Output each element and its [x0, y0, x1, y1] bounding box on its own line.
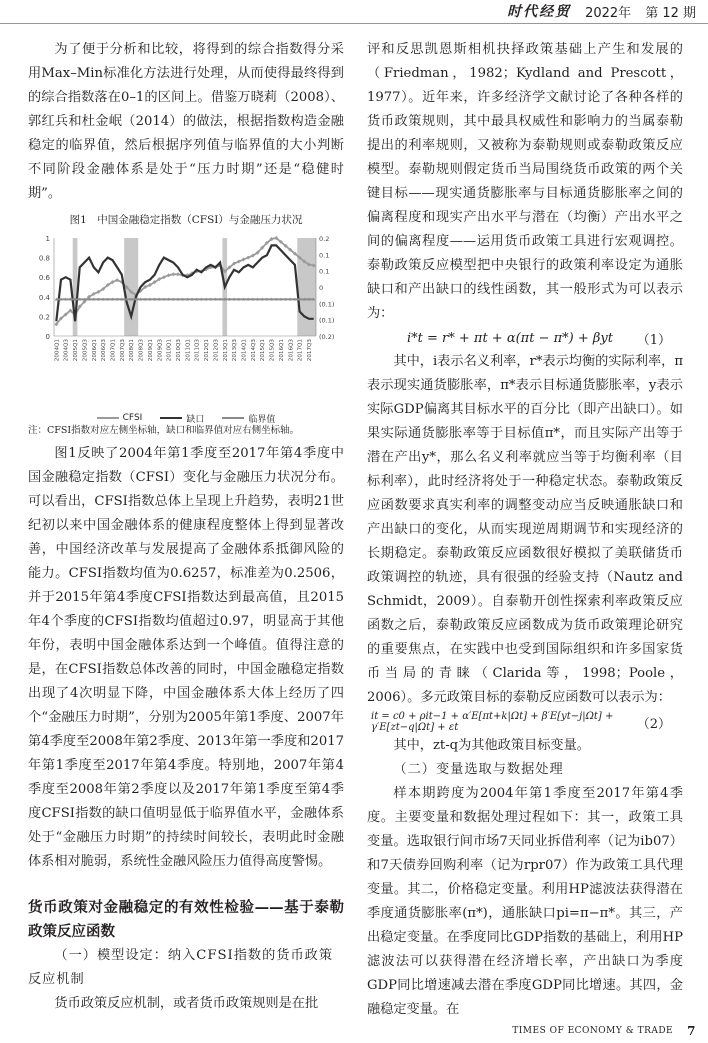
x-tick-label: 2007Q3	[119, 339, 126, 362]
chart-svg	[28, 232, 344, 406]
figure-chart	[28, 232, 344, 425]
x-tick-label: 2008Q3	[138, 339, 145, 362]
left-tick-label: 0	[45, 333, 50, 341]
year: 2022年	[585, 5, 632, 21]
paragraph: 为了便于分析和比较，将得到的综合指数得分采用Max–Min标准化方法进行处理，从而使得最终得到的综合指数落在0–1的区间上。借鉴万晓莉（2008）、郭红兵和杜金岷（2014）的做法，根据指数构造金融稳定的临界值，然后根据序列值与临界值的大小判断不同阶段金融体系是处于“压力时期”还是“稳健时期”。	[28, 42, 344, 201]
right-tick-label: 0	[319, 284, 324, 292]
x-tick-label: 2010Q3	[175, 339, 182, 362]
x-tick-label: 2014Q3	[250, 339, 257, 362]
equation-1	[367, 326, 683, 350]
paragraph: 货币政策反应机制，或者货币政策规则是在批	[54, 996, 319, 1011]
x-tick-label: 2012Q3	[213, 339, 220, 362]
x-tick-label: 2004Q1	[54, 339, 61, 362]
equation-body: i*t = r* + πt + α(πt − π*) + βyt	[407, 330, 613, 346]
section-title: 货币政策对金融稳定的有效性检验——基于泰勒政策反应函数	[28, 900, 344, 940]
subsection-title: （一）模型设定：纳入CFSI指数的货币政策反应机制	[28, 948, 334, 987]
x-tick-label: 2007Q1	[110, 339, 117, 362]
legend-label: CFSI	[122, 413, 143, 423]
x-tick-label: 2008Q1	[129, 339, 136, 362]
left-tick-label: 0.4	[38, 293, 50, 302]
series-line	[56, 245, 313, 321]
right-tick-label: 0.1	[319, 267, 330, 276]
x-tick-label: 2016Q1	[278, 339, 285, 362]
right-tick-label: 0.2	[319, 235, 330, 243]
legend-label: 临界值	[248, 414, 276, 425]
journal-name: 时代经贸	[507, 4, 572, 20]
x-tick-label: 2009Q3	[157, 339, 164, 362]
stress-period-band	[297, 238, 316, 336]
x-tick-label: 2017Q3	[306, 339, 313, 362]
x-tick-label: 2015Q1	[260, 339, 267, 362]
header-rule	[0, 23, 708, 24]
equation-2	[367, 710, 683, 734]
x-tick-label: 2016Q3	[288, 339, 295, 362]
issue: 第 12 期	[645, 5, 696, 21]
legend-swatch	[97, 415, 119, 421]
legend-item	[222, 412, 275, 425]
series-line	[56, 238, 313, 324]
x-tick-label: 2017Q1	[297, 339, 304, 362]
right-tick-label: (0.2)	[319, 333, 335, 341]
right-column	[367, 38, 683, 1022]
data-point	[171, 272, 175, 276]
left-tick-label: 0.8	[38, 254, 50, 263]
x-tick-label: 2005Q3	[82, 339, 89, 362]
paragraph: 其中，i表示名义利率，r*表示均衡的实际利率，π表示现实通货膨胀率，π*表示目标通货膨胀率，y表示实际GDP偏离其目标水平的百分比（即产出缺口）。如果实际通货膨胀率等于目标值π*，而且实际产出等于潜在产出y*，那么名义利率就应当等于均衡利率（目标利率），此时经济将处于一种稳定状态。泰勒政策反应函数要求真实利率的调整变动应当反映通胀缺口和产出缺口的变化，从而实现逆周期调节和实现经济的长期稳定。泰勒政策反应函数很好模拟了美联储货币政策调控的轨迹，具有很强的经验支持（Nautz and Schmidt，2009）。自泰勒开创性探索利率政策反应函数之后，泰勒政策反应函数成为货币政策理论研究的重要焦点，在实践中也受到国际组织和许多国家货币当局的青睐（Clarida等，1998；Poole，2006）。多元政策目标的泰勒反应函数可以表示为：	[367, 354, 683, 705]
x-tick-label: 2012Q1	[204, 339, 211, 362]
figure-title: 图1 中国金融稳定指数（CFSI）与金融压力状况	[69, 214, 303, 226]
paragraph: 其中，zt-q为其他政策目标变量。	[393, 738, 590, 753]
legend-swatch	[222, 415, 244, 421]
figure-note: 注：CFSI指数对应左侧坐标轴，缺口和临界值对应右侧坐标轴。	[28, 425, 300, 436]
right-tick-label: 0.1	[319, 251, 330, 260]
paragraph: 图1反映了2004年第1季度至2017年第4季度中国金融稳定指数（CFSI）变化与金融压力状况分布。可以看出，CFSI指数总体上呈现上升趋势，表明21世纪初以来中国金融体系的健康程度整体上得到显著改善，中国经济改革与发展提高了金融体系抵御风险的能力。CFSI指数均值为0.6257，标准差为0.2506，并于2015年第4季度CFSI指数达到最高值，且2015年4个季度的CFSI指数均值超过0.97，明显高于其他年份，表明中国金融体系达到一个峰值。值得注意的是，在CFSI指数总体改善的同时，中国金融稳定指数出现了4次明显下降，中国金融体系大体上经历了四个“金融压力时期”，分别为2005年第1季度、2007年第4季度至2008年第2季度、2013年第一季度和2017年第1季度至2017年第4季度。特别地，2007年第4季度至2008年第2季度以及2017年第1季度至第4季度CFSI指数的缺口值明显低于临界值水平，金融体系处于“金融压力时期”的持续时间较长，表明此时金融体系相对脆弱，系统性金融风险压力值得高度警惕。	[28, 446, 344, 869]
x-tick-label: 2013Q1	[222, 339, 229, 362]
page-number: 7	[687, 1024, 696, 1038]
x-tick-label: 2010Q1	[166, 339, 173, 362]
x-tick-label: 2015Q3	[269, 339, 276, 362]
left-tick-label: 1	[45, 235, 50, 243]
equation-number: （2）	[636, 716, 671, 732]
legend-label: 缺口	[186, 414, 205, 425]
legend-swatch	[160, 415, 182, 421]
subsection-title: （二）变量选取与数据处理	[393, 762, 564, 777]
x-tick-label: 2014Q1	[241, 339, 248, 362]
journal-english-name: TIMES OF ECONOMY & TRADE	[512, 1026, 674, 1036]
x-tick-label: 2009Q1	[147, 339, 154, 362]
right-tick-label: (0.1)	[319, 300, 335, 309]
equation-number: （1）	[636, 332, 671, 348]
x-tick-label: 2013Q3	[232, 339, 239, 362]
data-point	[176, 272, 180, 276]
legend-item	[97, 413, 143, 423]
equation-body: it = c0 + ρit−1 + α′E[πt+k|Ωt] + β′E[yt−j|Ωt] + γ′E[zt−q|Ωt] + εt	[371, 711, 614, 733]
right-tick-label: (0.1)	[319, 316, 335, 325]
x-tick-label: 2006Q3	[101, 339, 108, 362]
legend-item	[160, 412, 204, 425]
page-footer	[512, 1024, 696, 1038]
x-tick-label: 2011Q3	[194, 339, 201, 362]
paragraph: 样本期跨度为2004年第1季度至2017年第4季度。主要变量和数据处理过程如下：其一，政策工具变量。选取银行间市场7天同业拆借利率（记为ib07）和7天债券回购利率（记为rpr07）作为政策工具代理变量。其二，价格稳定变量。利用HP滤波法获得潜在季度通货膨胀率(π*)，通胀缺口pi=π−π*。其三，产出稳定变量。在季度同比GDP指数的基础上，利用HP滤波法可以获得潜在经济增长率，产出缺口为季度GDP同比增速减去潜在季度GDP同比增速。其四，金融稳定变量。在	[367, 786, 683, 1017]
left-column	[28, 38, 344, 1016]
x-tick-label: 2006Q1	[91, 339, 98, 362]
x-tick-label: 2005Q1	[73, 339, 80, 362]
left-tick-label: 0.2	[38, 313, 50, 322]
x-tick-label: 2004Q3	[63, 339, 70, 362]
page-header	[507, 0, 696, 22]
x-tick-label: 2011Q1	[185, 339, 192, 362]
paragraph: 评和反思凯恩斯相机抉择政策基础上产生和发展的（Friedman，1982；Kydland and Prescott，1977）。近年来，许多经济学文献讨论了各种各样的货币政策规则，其中最具权威性和影响力的当属泰勒提出的利率规则，又被称为泰勒规则或泰勒政策反应模型。泰勒规则假定货币当局围绕货币政策的两个关键目标——现实通货膨胀率与目标通货膨胀率之间的偏离程度和现实产出水平与潜在（均衡）产出水平之间的偏离程度——运用货币政策工具进行宏观调控。泰勒政策反应模型把中央银行的政策利率设定为通胀缺口和产出缺口的线性函数，其一般形式为可以表示为：	[367, 42, 683, 321]
left-tick-label: 0.6	[38, 274, 50, 283]
